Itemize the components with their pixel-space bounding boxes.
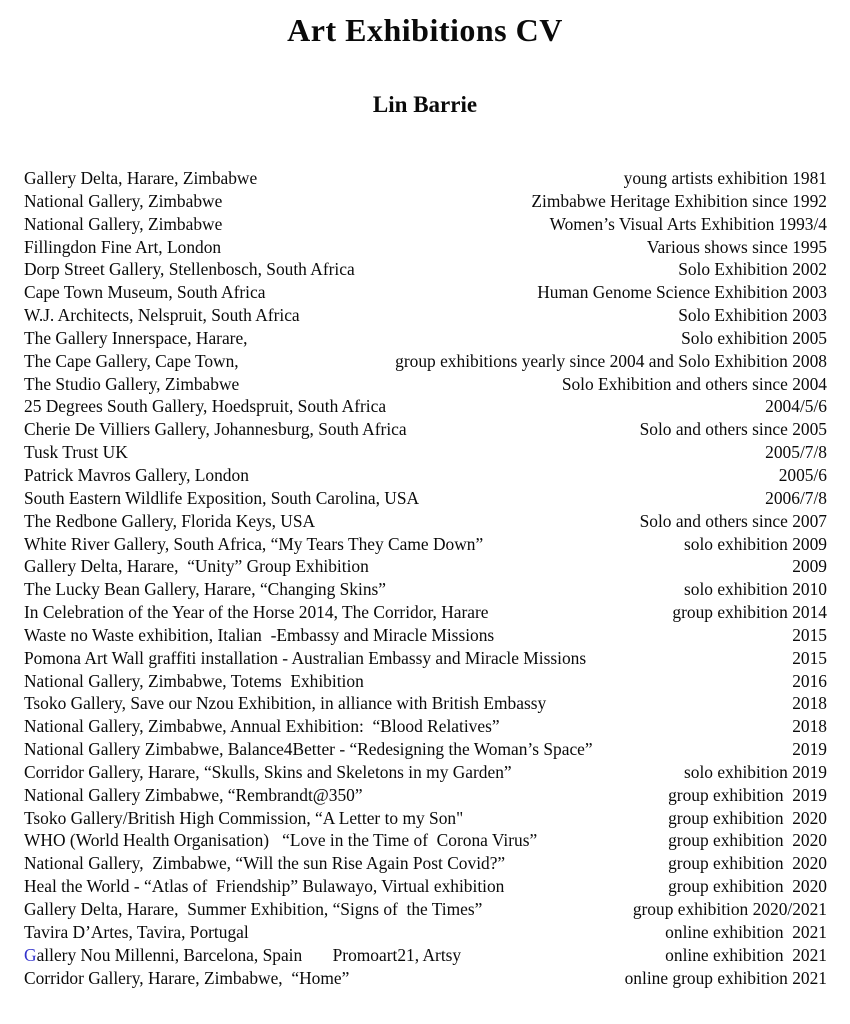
venue-text: The Gallery Innerspace, Harare, — [24, 327, 248, 348]
exhibition-note: Solo and others since 2005 — [639, 419, 827, 440]
exhibition-row — [24, 944, 827, 967]
exhibition-row — [24, 281, 827, 304]
exhibition-note: solo exhibition 2019 — [684, 761, 827, 782]
artist-name: Lin Barrie — [372, 92, 478, 117]
venue-text: White River Gallery, South Africa, “My Tears They Came Down” — [24, 533, 484, 554]
venue-text: National Gallery Zimbabwe, Balance4Better - “Redesigning the Woman’s Space” — [24, 739, 593, 760]
venue-text: Heal the World - “Atlas of Friendship” Bulawayo, Virtual exhibition — [24, 876, 505, 897]
venue-text: W.J. Architects, Nelspruit, South Africa — [24, 305, 300, 326]
exhibition-note: Women’s Visual Arts Exhibition 1993/4 — [549, 213, 827, 234]
venue-text: Gallery Delta, Harare, Summer Exhibition, “Signs of the Times” — [24, 899, 483, 919]
exhibition-note: 2005/6 — [778, 464, 827, 485]
venue-text: WHO (World Health Organisation) “Love in the Time of Corona Virus” — [24, 830, 538, 851]
exhibition-row — [24, 487, 827, 510]
exhibition-note: group exhibition 2020 — [668, 876, 827, 897]
venue-text: Tusk Trust UK — [24, 442, 128, 463]
venue-text: National Gallery Zimbabwe, “Rembrandt@350” — [24, 784, 363, 805]
exhibition-row — [24, 213, 827, 236]
exhibition-note: Human Genome Science Exhibition 2003 — [537, 282, 827, 303]
exhibition-row — [24, 350, 827, 373]
venue-text: National Gallery, Zimbabwe, Totems Exhibition — [24, 670, 364, 691]
exhibition-row — [24, 418, 827, 441]
exhibition-row — [24, 533, 827, 556]
venue-text: National Gallery, Zimbabwe, “Will the sun Rise Again Post Covid?” — [24, 853, 506, 874]
venue-text: Fillingdon Fine Art, London — [24, 236, 222, 257]
exhibition-row — [24, 761, 827, 784]
venue-text: Waste no Waste exhibition, Italian -Embassy and Miracle Missions — [24, 624, 495, 645]
venue-text: Patrick Mavros Gallery, London — [24, 464, 249, 485]
exhibition-note: 2018 — [792, 716, 827, 737]
exhibition-note: 2019 — [792, 739, 827, 760]
exhibition-row — [24, 373, 827, 396]
exhibition-row — [24, 670, 827, 693]
exhibition-row — [24, 578, 827, 601]
exhibition-row — [24, 852, 827, 875]
exhibition-note: solo exhibition 2009 — [684, 533, 827, 554]
exhibition-note: 2006/7/8 — [765, 487, 827, 508]
venue-text: Corridor Gallery, Harare, “Skulls, Skins and Skeletons in my Garden” — [24, 761, 512, 782]
venue-text: Corridor Gallery, Harare, Zimbabwe, “Home” — [24, 967, 350, 988]
exhibition-row — [24, 510, 827, 533]
exhibition-note: Solo and others since 2007 — [639, 510, 827, 531]
venue-text: Gallery Nou Millenni, Barcelona, Spain Promoart21, Artsy — [24, 944, 462, 965]
exhibition-note: 2009 — [792, 556, 827, 577]
exhibition-note: online exhibition 2021 — [665, 921, 827, 942]
exhibition-row — [24, 464, 827, 487]
exhibition-note: young artists exhibition 1981 — [623, 168, 827, 188]
exhibition-note: Solo exhibition 2005 — [681, 327, 827, 348]
exhibition-note: 2004/5/6 — [765, 396, 827, 417]
venue-text: Gallery Delta, Harare, “Unity” Group Exhibition — [24, 556, 369, 577]
venue-text: The Redbone Gallery, Florida Keys, USA — [24, 510, 316, 531]
exhibition-row — [24, 738, 827, 761]
exhibition-note: 2015 — [792, 624, 827, 645]
venue-text: Gallery Delta, Harare, Zimbabwe — [24, 168, 258, 188]
exhibition-note: Zimbabwe Heritage Exhibition since 1992 — [531, 190, 827, 211]
exhibition-note: group exhibition 2020 — [668, 807, 827, 828]
exhibition-note: online group exhibition 2021 — [624, 967, 827, 988]
exhibition-row — [24, 875, 827, 898]
exhibition-row — [24, 967, 827, 990]
exhibition-note: Various shows since 1995 — [646, 236, 827, 257]
exhibition-row — [24, 624, 827, 647]
exhibition-note: Solo Exhibition 2002 — [678, 259, 827, 280]
exhibition-note: group exhibition 2019 — [668, 784, 827, 805]
exhibition-note: group exhibitions yearly since 2004 and Solo Exhibition 2008 — [395, 350, 827, 371]
venue-lead-link-char[interactable]: G — [24, 944, 37, 965]
exhibition-row — [24, 304, 827, 327]
exhibition-note: 2005/7/8 — [765, 442, 827, 463]
exhibition-row — [24, 258, 827, 281]
exhibition-row — [24, 784, 827, 807]
exhibition-row — [24, 601, 827, 624]
venue-text: The Cape Gallery, Cape Town, — [24, 350, 239, 371]
exhibition-row — [24, 898, 827, 921]
exhibition-list — [0, 167, 850, 989]
exhibition-row — [24, 555, 827, 578]
exhibition-row — [24, 829, 827, 852]
exhibition-row — [24, 692, 827, 715]
venue-text: National Gallery, Zimbabwe — [24, 213, 223, 234]
exhibition-row — [24, 441, 827, 464]
exhibition-note: group exhibition 2020 — [668, 830, 827, 851]
exhibition-row — [24, 647, 827, 670]
venue-text: Tsoko Gallery/British High Commission, “A Letter to my Son" — [24, 807, 464, 828]
exhibition-note: 2015 — [792, 647, 827, 668]
exhibition-row — [24, 807, 827, 830]
venue-text: Tavira D’Artes, Tavira, Portugal — [24, 921, 249, 942]
exhibition-note: 2016 — [792, 670, 827, 691]
exhibition-row — [24, 167, 827, 190]
exhibition-row — [24, 921, 827, 944]
venue-text: The Lucky Bean Gallery, Harare, “Changing Skins” — [24, 579, 387, 600]
venue-text: Cape Town Museum, South Africa — [24, 282, 266, 303]
venue-text: The Studio Gallery, Zimbabwe — [24, 373, 240, 394]
exhibition-note: Solo Exhibition 2003 — [678, 305, 827, 326]
venue-text: Tsoko Gallery, Save our Nzou Exhibition, in alliance with British Embassy — [24, 693, 547, 714]
exhibition-note: group exhibition 2014 — [672, 602, 827, 623]
venue-text: National Gallery, Zimbabwe — [24, 190, 223, 211]
exhibition-note: Solo Exhibition and others since 2004 — [561, 373, 827, 394]
exhibition-row — [24, 327, 827, 350]
venue-text: 25 Degrees South Gallery, Hoedspruit, South Africa — [24, 396, 387, 417]
exhibition-note: online exhibition 2021 — [665, 944, 827, 965]
exhibition-note: 2018 — [792, 693, 827, 714]
exhibition-note: group exhibition 2020/2021 — [632, 899, 827, 919]
exhibition-row — [24, 715, 827, 738]
venue-text: Cherie De Villiers Gallery, Johannesburg, South Africa — [24, 419, 407, 440]
venue-text: In Celebration of the Year of the Horse 2014, The Corridor, Harare — [24, 602, 489, 623]
exhibition-row — [24, 395, 827, 418]
venue-text: National Gallery, Zimbabwe, Annual Exhibition: “Blood Relatives” — [24, 716, 500, 737]
exhibition-row — [24, 236, 827, 259]
venue-text: South Eastern Wildlife Exposition, South Carolina, USA — [24, 487, 420, 508]
venue-text: Pomona Art Wall graffiti installation - Australian Embassy and Miracle Missions — [24, 647, 587, 668]
page-title: Art Exhibitions CV — [287, 12, 563, 48]
exhibition-note: solo exhibition 2010 — [684, 579, 827, 600]
venue-text: Dorp Street Gallery, Stellenbosch, South Africa — [24, 259, 355, 280]
exhibition-note: group exhibition 2020 — [668, 853, 827, 874]
exhibition-row — [24, 190, 827, 213]
